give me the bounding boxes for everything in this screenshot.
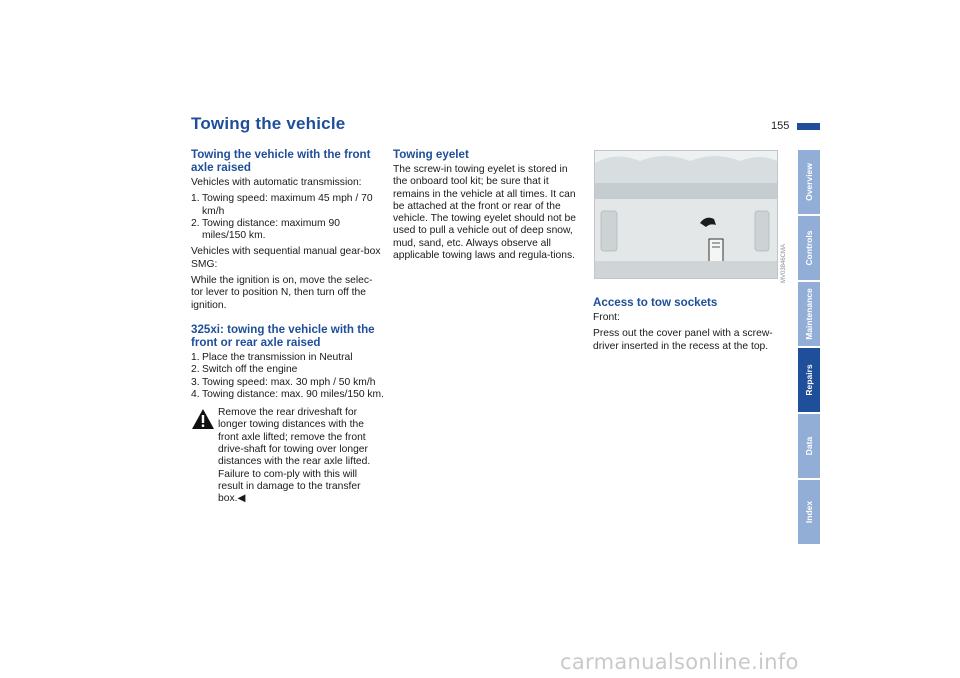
tow-socket-photo [594, 150, 778, 279]
warning-triangle-icon [191, 408, 215, 430]
section-heading-front-axle: Towing the vehicle with the front axle raised [191, 148, 371, 174]
paragraph-smg: Vehicles with sequential manual gear-box SMG: [191, 246, 381, 270]
list-number: 4. [191, 388, 200, 400]
warning-text: Remove the rear driveshaft for longer towing distances with the front axle lifted; remove the front drive-shaft for towing over longer distances with the rear axle lifted. Failure to com-ply with this will result in damage to the transfer box.◀ [218, 407, 371, 505]
list-number: 1. [191, 351, 200, 363]
tab-repairs[interactable] [798, 348, 820, 412]
list-number: 2. [191, 364, 200, 376]
towing-list-1 [191, 193, 384, 242]
watermark: carmanualsonline.info [560, 650, 799, 674]
list-text: Place the transmission in Neutral [202, 351, 353, 363]
tab-label: Index [804, 500, 814, 524]
column-2 [393, 148, 583, 266]
section-heading-tow-sockets: Access to tow sockets [593, 296, 718, 309]
chapter-tabs [798, 150, 820, 546]
list-text: Towing distance: max. 90 miles/150 km. [202, 388, 384, 400]
list-item [191, 389, 384, 401]
tab-label: Overview [804, 163, 814, 201]
section-heading-towing-eyelet: Towing eyelet [393, 148, 469, 161]
list-text: Towing distance: maximum 90 miles/150 km. [202, 217, 340, 242]
list-text: Switch off the engine [202, 364, 298, 376]
list-text: Towing speed: max. 30 mph / 50 km/h [202, 376, 376, 388]
list-item [191, 352, 384, 364]
paragraph-front-label: Front: [593, 312, 620, 323]
section-heading-325xi: 325xi: towing the vehicle with the front or rear axle raised [191, 322, 375, 349]
paragraph-automatic: Vehicles with automatic transmission: [191, 177, 362, 188]
list-item [191, 377, 384, 389]
tab-label: Maintenance [804, 288, 814, 340]
warning-note [191, 407, 384, 505]
tab-data[interactable] [798, 414, 820, 478]
list-item [191, 193, 384, 218]
column-1 [191, 148, 384, 510]
list-text: Towing speed: maximum 45 mph / 70 km/h [202, 193, 373, 217]
list-item [191, 364, 384, 376]
list-item [191, 218, 384, 243]
tab-maintenance[interactable] [798, 282, 820, 346]
page-title: Towing the vehicle [191, 114, 346, 133]
page-number-bar [797, 123, 820, 130]
paragraph-ignition: While the ignition is on, move the selec-tor lever to position N, then turn off the ignition. [191, 275, 373, 311]
towing-list-2 [191, 352, 384, 401]
figure-code: MV03846CMA [781, 243, 787, 283]
tab-index[interactable] [798, 480, 820, 544]
tab-label: Repairs [804, 364, 814, 396]
page-number: 155 [771, 120, 790, 132]
tab-label: Data [804, 436, 814, 456]
tab-overview[interactable] [798, 150, 820, 214]
paragraph-towing-eyelet: The screw-in towing eyelet is stored in the onboard tool kit; be sure that it remains in the vehicle at all times. It can be attached at the front or rear of the vehicle. The towing eyelet should not be used to pull a vehicle out of deep snow, mud, sand, etc. Always observe all applicable towing laws and regula-tions. [393, 164, 576, 262]
tab-label: Controls [804, 230, 814, 266]
paragraph-cover-panel: Press out the cover panel with a screw-driver inserted in the recess at the top. [593, 328, 773, 352]
list-number: 2. [191, 217, 200, 229]
list-number: 3. [191, 376, 200, 388]
tab-controls[interactable] [798, 216, 820, 280]
list-number: 1. [191, 193, 200, 205]
column-3 [593, 296, 785, 357]
bumper-illustration [595, 151, 777, 278]
